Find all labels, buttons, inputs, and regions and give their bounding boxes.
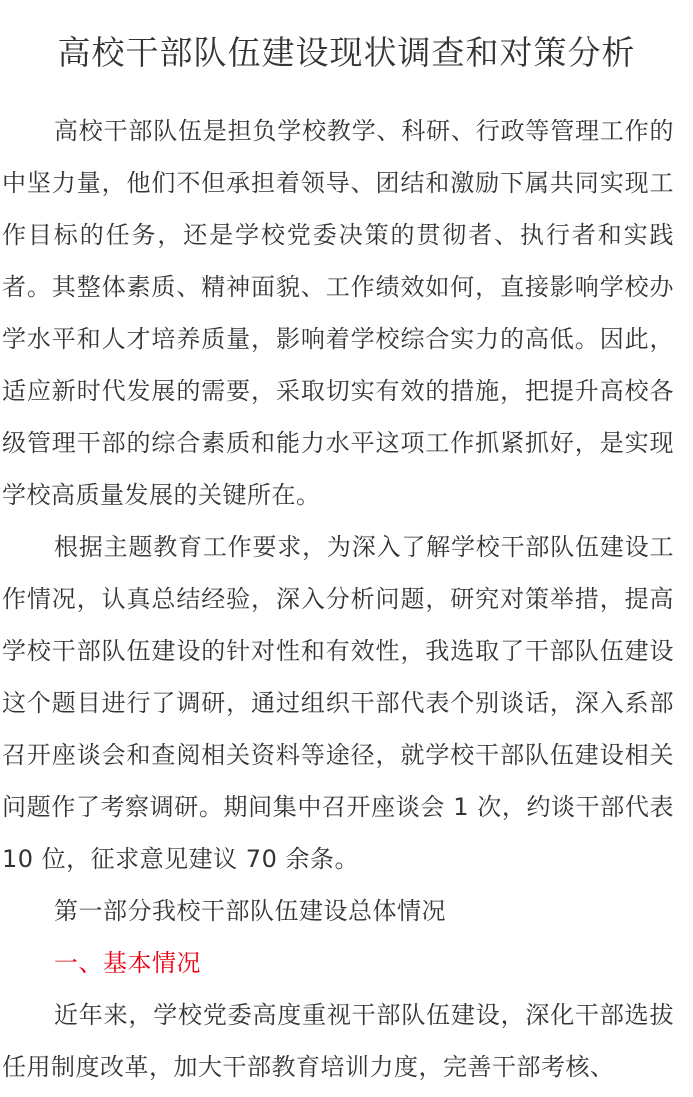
paragraph-introduction: 高校干部队伍是担负学校教学、科研、行政等管理工作的中坚力量，他们不但承担着领导、团结和激励下属共同实现工作目标的任务，还是学校党委决策的贯彻者、执行者和实践者。其整体素质、精神面貌、工作绩效如何，直接影响学校办学水平和人才培养质量，影响着学校综合实力的高低。因此，适应新时代发展的需要，采取切实有效的措施，把提升高校各级管理干部的综合素质和能力水平这项工作抓紧抓好，是实现学校高质量发展的关键所在。 xyxy=(2,117,674,509)
document-body xyxy=(2,105,674,1093)
document-title: 高校干部队伍建设现状调查和对策分析 xyxy=(57,33,636,72)
paragraph-recent-years: 近年来，学校党委高度重视干部队伍建设，深化干部选拔任用制度改革，加大干部教育培训力度，完善干部考核、 xyxy=(2,1001,674,1081)
section-heading-part-one: 第一部分我校干部队伍建设总体情况 xyxy=(54,897,446,925)
subsection-heading-basic-situation: 一、基本情况 xyxy=(54,949,201,977)
paragraph-survey-method: 根据主题教育工作要求，为深入了解学校干部队伍建设工作情况，认真总结经验，深入分析问题，研究对策举措，提高学校干部队伍建设的针对性和有效性，我选取了干部队伍建设这个题目进行了调研，通过组织干部代表个别谈话，深入系部召开座谈会和查阅相关资料等途径，就学校干部队伍建设相关问题作了考察调研。期间集中召开座谈会 1 次，约谈干部代表 10 位，征求意见建议 70 余条。 xyxy=(2,533,674,873)
